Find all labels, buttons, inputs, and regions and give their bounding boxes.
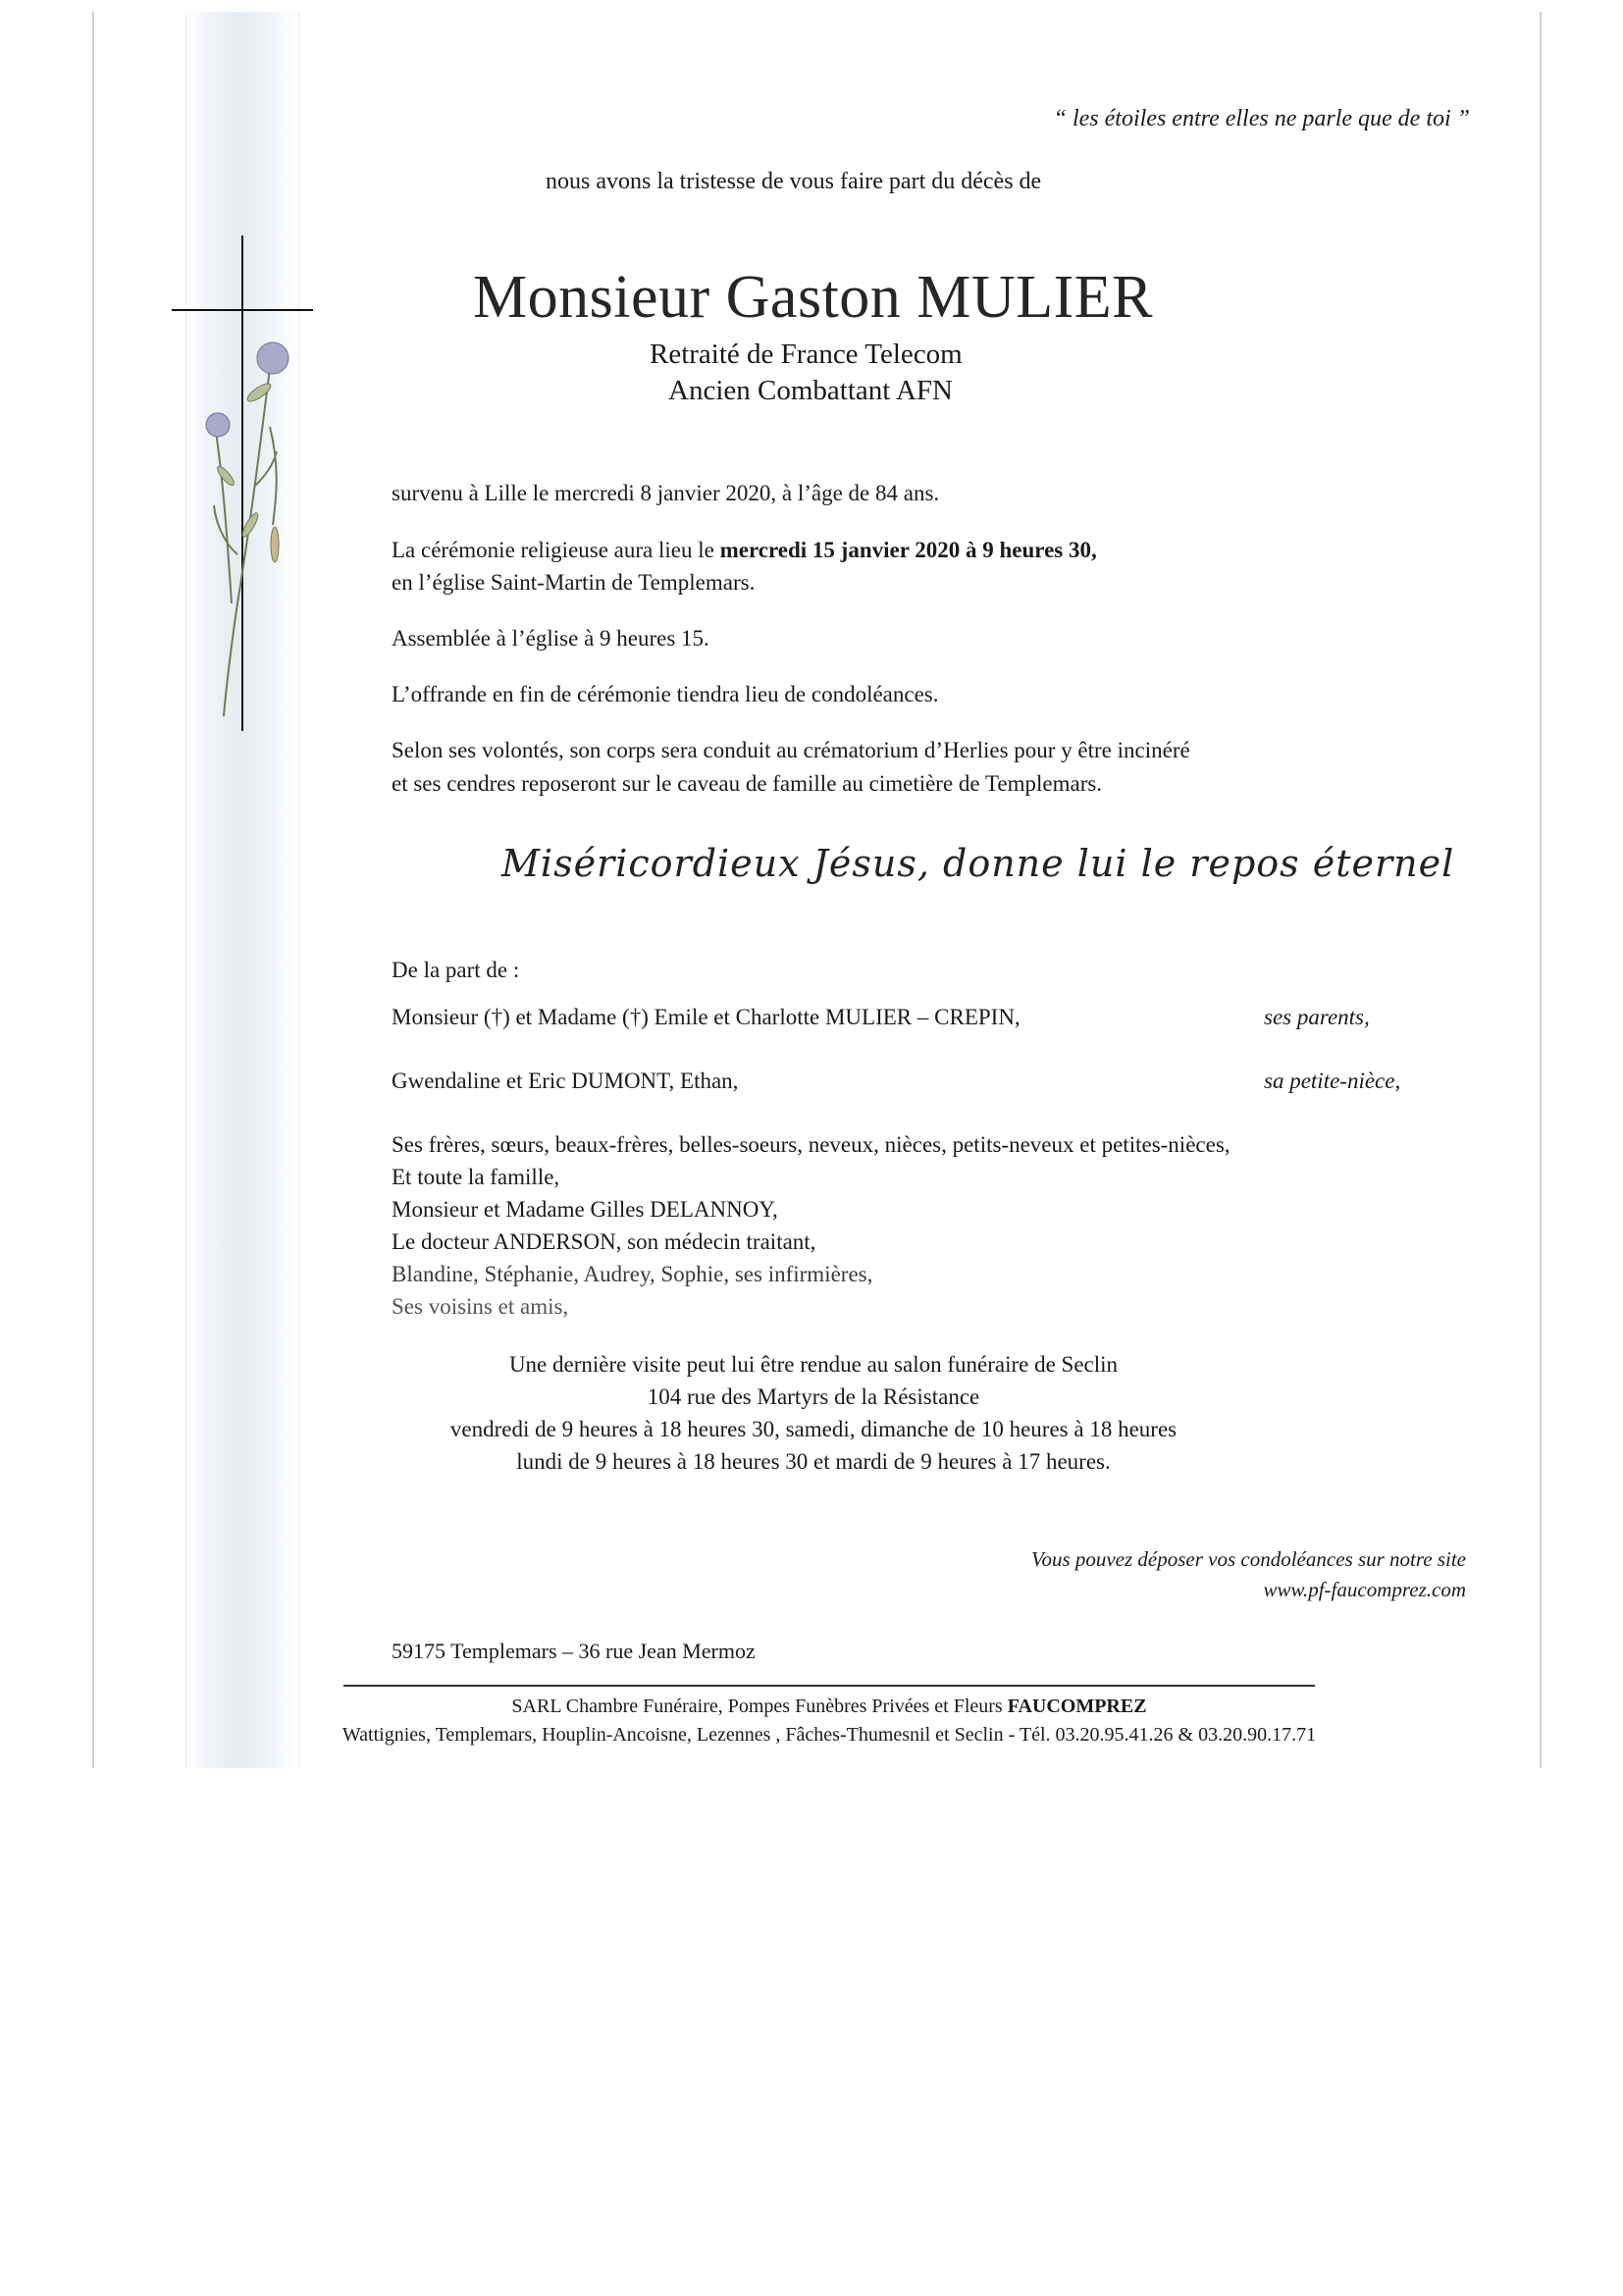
epigraph: “ les étoiles entre elles ne parle que de toi ” [1053, 106, 1470, 131]
offering-note: L’offrande en fin de cérémonie tiendra lieu de condoléances. [392, 682, 939, 706]
others-line-4: Le docteur ANDERSON, son médecin traitant, [392, 1229, 816, 1254]
visit-line-1: Une dernière visite peut lui être rendue au salon funéraire de Seclin [508, 1352, 1119, 1377]
family-parents-relation: ses parents, [1264, 1005, 1370, 1029]
others-line-3: Monsieur et Madame Gilles DELANNOY, [392, 1197, 778, 1222]
family-niece-names: Gwendaline et Eric DUMONT, Ethan, [392, 1069, 739, 1093]
from-label: De la part de : [392, 958, 520, 982]
title-line-2: Ancien Combattant AFN [668, 375, 953, 406]
others-line-2: Et toute la famille, [392, 1165, 560, 1189]
footer-company-name: FAUCOMPREZ [1007, 1696, 1147, 1717]
ceremony-date: mercredi 15 janvier 2020 à 9 heures 30, [719, 538, 1097, 562]
address: 59175 Templemars – 36 rue Jean Mermoz [392, 1639, 756, 1663]
others-line-1: Ses frères, sœurs, beaux-frères, belles-soeurs, neveux, nièces, petits-neveux et petites-nièces, [392, 1132, 1230, 1157]
others-line-5: Blandine, Stéphanie, Audrey, Sophie, ses infirmières, [392, 1262, 873, 1286]
others-line-6: Ses voisins et amis, [392, 1294, 569, 1319]
thistle-blossom-icon [206, 342, 288, 437]
page-right-edge [1540, 12, 1542, 1768]
assembly-time: Assemblée à l’église à 9 heures 15. [392, 626, 709, 651]
intro-text: nous avons la tristesse de vous faire part du décès de [546, 169, 1042, 194]
visit-line-2: 104 rue des Martyrs de la Résistance [647, 1384, 980, 1409]
cross-flower-illustration [167, 231, 324, 741]
family-niece-relation: sa petite-nièce, [1264, 1069, 1401, 1093]
prayer-script: Miséricordieux Jésus, donne lui le repos éternel [501, 842, 1455, 885]
footer-company-pre: SARL Chambre Funéraire, Pompes Funèbres Privées et Fleurs [511, 1696, 1008, 1717]
ceremony-line [392, 534, 1097, 567]
condolences-website[interactable]: www.pf-faucomprez.com [1263, 1578, 1466, 1601]
ceremony-place: en l’église Saint-Martin de Templemars. [392, 570, 756, 595]
visit-line-3: vendredi de 9 heures à 18 heures 30, samedi, dimanche de 10 heures à 18 heures [449, 1417, 1178, 1441]
wishes-line-1: Selon ses volontés, son corps sera conduit au crématorium d’Herlies pour y être incinéré [392, 738, 1190, 762]
flower-leaves-icon [215, 381, 279, 562]
deceased-name: Monsieur Gaston MULIER [473, 264, 1153, 331]
condolences-text: Vous pouvez déposer vos condoléances sur notre site [1030, 1547, 1466, 1571]
footer-rule [343, 1685, 1315, 1687]
page-left-edge [92, 12, 94, 1768]
wishes-line-2: et ses cendres reposeront sur le caveau de famille au cimetière de Templemars. [392, 771, 1103, 796]
death-notice: survenu à Lille le mercredi 8 janvier 2020, à l’âge de 84 ans. [392, 481, 940, 505]
title-line-1: Retraité de France Telecom [650, 339, 963, 370]
footer-locations: Wattignies, Templemars, Houplin-Ancoisne, Lezennes , Fâches-Thumesnil et Seclin - Tél. 03.20.95.41.26 & 03.20.90.17.71 [341, 1724, 1317, 1746]
visit-line-4: lundi de 9 heures à 18 heures 30 et mardi de 9 heures à 17 heures. [516, 1449, 1111, 1474]
family-parents-names: Monsieur (†) et Madame (†) Emile et Charlotte MULIER – CREPIN, [392, 1005, 1021, 1029]
ceremony-pre: La cérémonie religieuse aura lieu le [392, 538, 720, 562]
